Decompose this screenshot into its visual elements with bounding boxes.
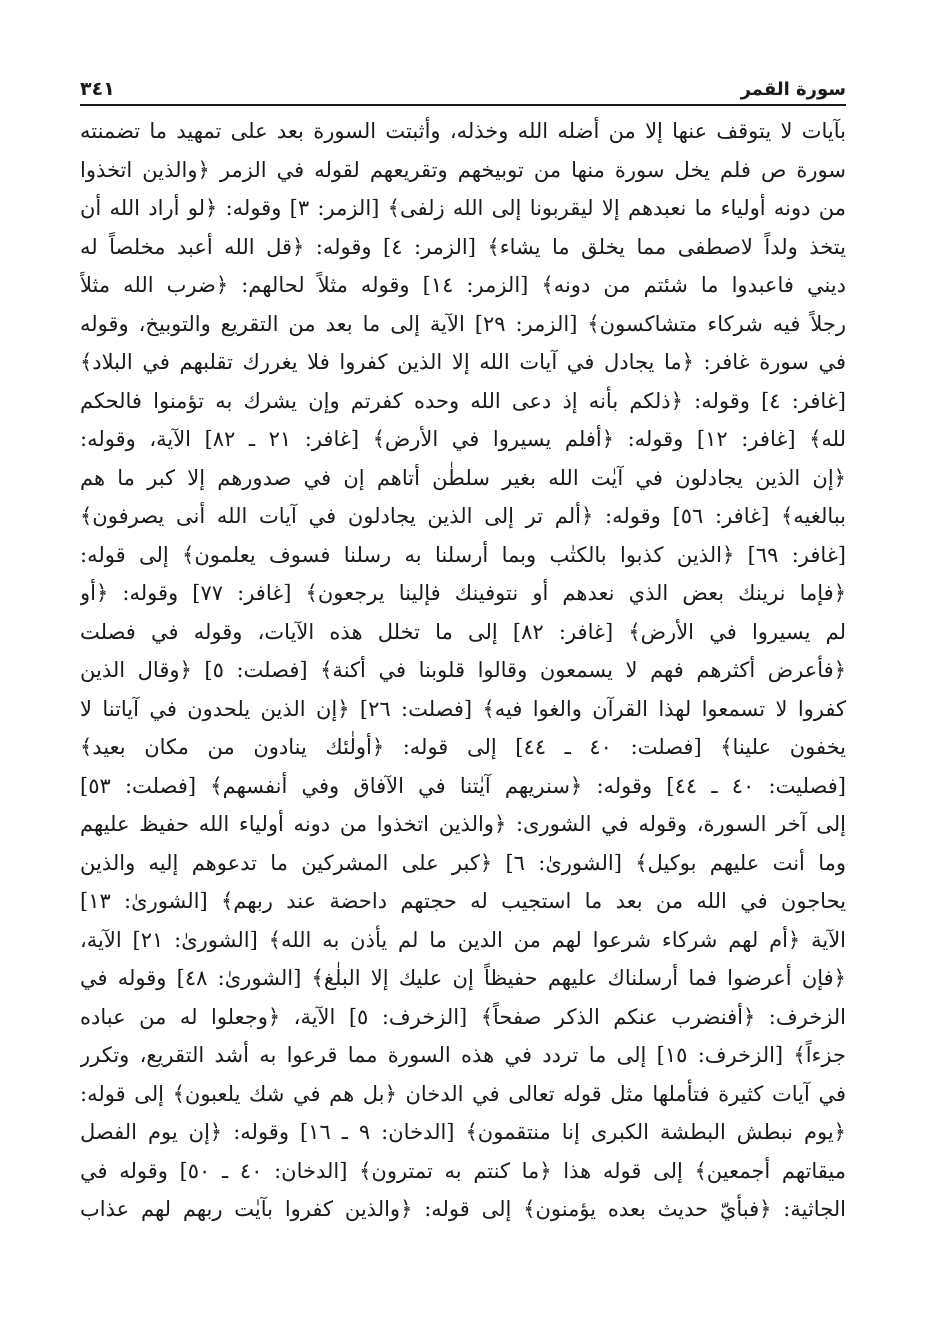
page-number: ٣٤١: [80, 78, 115, 100]
text-line: في سورة غافر: ﴿ما يجادل في آيات الله إلا الذين كفروا فلا يغررك تقلبهم في البلاد﴾: [80, 350, 846, 374]
header-divider: [80, 104, 846, 106]
text-line: الزخرف: ﴿أفنضرب عنكم الذكر صفحاً﴾ [الزخرف: ٥] الآية، ﴿وجعلوا له من عباده: [80, 1004, 846, 1029]
text-line: يحاجون في الله من بعد ما استجيب له حجتهم داحضة عند ربهم﴾ [الشورىٰ: ١٣]: [80, 889, 846, 913]
text-line: الآية ﴿أم لهم شركاء شرعوا لهم من الدين ما لم يأذن به الله﴾ [الشورىٰ: ٢١] الآية،: [80, 927, 846, 952]
text-line: في آيات كثيرة فتأملها مثل قوله تعالى في الدخان ﴿بل هم في شك يلعبون﴾ إلى قوله:: [80, 1081, 846, 1106]
text-line: الجاثية: ﴿فبأيّ حديث بعده يؤمنون﴾ إلى قوله: ﴿والذين كفروا بآيٰت ربهم لهم عذاب: [80, 1197, 846, 1221]
text-line: بآيات لا يتوقف عنها إلا من أضله الله وخذله، وأثبتت السورة بعد على تمهيد ما تضمنته: [80, 119, 846, 143]
text-line: لله﴾ [غافر: ١٢] وقوله: ﴿أفلم يسيروا في الأرض﴾ [غافر: ٢١ ـ ٨٢] الآية، وقوله:: [80, 427, 846, 451]
text-line: إلى آخر السورة، وقوله في الشورى: ﴿والذين اتخذوا من دونه أولياء الله حفيظ عليهم: [80, 812, 846, 836]
text-line: ﴿فإما نرينك بعض الذي نعدهم أو نتوفينك فإلينا يرجعون﴾ [غافر: ٧٧] وقوله: ﴿أو: [80, 581, 846, 605]
text-line: من دونه أولياء ما نعبدهم إلا ليقربونا إلى الله زلفى﴾ [الزمر: ٣] وقوله: ﴿لو أراد الله أن: [80, 196, 846, 220]
text-line: جزءاً﴾ [الزخرف: ١٥] إلى ما تردد في هذه السورة مما قرعوا به أشد التقريع، وتكرر: [80, 1043, 846, 1067]
text-line: وما أنت عليهم بوكيل﴾ [الشورىٰ: ٦] ﴿كبر على المشركين ما تدعوهم إليه والذين: [80, 850, 846, 875]
text-line: [فصليت: ٤٠ ـ ٤٤] وقوله: ﴿سنريهم آيٰتنا في الآفاق وفي أنفسهم﴾ [فصلت: ٥٣]: [80, 773, 846, 798]
text-line: كفروا لا تسمعوا لهذا القرآن والغوا فيه﴾ [فصلت: ٢٦] ﴿إن الذين يلحدون في آياتنا لا: [80, 696, 846, 721]
text-line: يخفون علينا﴾ [فصلت: ٤٠ ـ ٤٤] إلى قوله: ﴿أولٰئك ينادون من مكان بعيد﴾: [80, 735, 846, 759]
text-line: لم يسيروا في الأرض﴾ [غافر: ٨٢] إلى ما تخلل هذه الآيات، وقوله في فصلت: [80, 619, 846, 644]
text-line: ﴿إن الذين يجادلون في آيٰت الله بغير سلطٰن أتاهم إن في صدورهم إلا كبر ما هم: [80, 465, 846, 490]
surah-title: سورة القمر: [740, 79, 846, 100]
text-line: ديني فاعبدوا ما شئتم من دونه﴾ [الزمر: ١٤] وقوله مثلاً لحالهم: ﴿ضرب الله مثلاً: [80, 273, 846, 297]
text-line: رجلاً فيه شركاء متشاكسون﴾ [الزمر: ٢٩] الآية إلى ما بعد من التقريع والتوبيخ، وقوله: [80, 311, 846, 336]
page-header: [80, 68, 846, 100]
text-line: يتخذ ولداً لاصطفى مما يخلق ما يشاء﴾ [الزمر: ٤] وقوله: ﴿قل الله أعبد مخلصاً له: [80, 234, 846, 259]
text-line: ميقاتهم أجمعين﴾ إلى قوله هذا ﴿ما كنتم به تمترون﴾ [الدخان: ٤٠ ـ ٥٠] وقوله في: [80, 1158, 846, 1183]
text-line: ببالغيه﴾ [غافر: ٥٦] وقوله: ﴿ألم تر إلى الذين يجادلون في آيات الله أنى يصرفون﴾: [80, 504, 846, 528]
text-line: ﴿فإن أعرضوا فما أرسلناك عليهم حفيظاً إن عليك إلا البلٰغ﴾ [الشورىٰ: ٤٨] وقوله في: [80, 966, 846, 990]
text-line: سورة ص فلم يخل سورة منها من توبيخهم وتقريعهم لقوله في الزمر ﴿والذين اتخذوا: [80, 157, 846, 182]
text-line: [غافر: ٦٩] ﴿الذين كذبوا بالكتٰب وبما أرسلنا به رسلنا فسوف يعلمون﴾ إلى قوله:: [80, 542, 846, 567]
body-text: [80, 112, 846, 1229]
text-line: [غافر: ٤] وقوله: ﴿ذلكم بأنه إذ دعى الله وحده كفرتم وإن يشرك به تؤمنوا فالحكم: [80, 388, 846, 413]
text-line: ﴿فأعرض أكثرهم فهم لا يسمعون وقالوا قلوبنا في أكنة﴾ [فصلت: ٥] ﴿وقال الذين: [80, 658, 846, 682]
text-line: ﴿يوم نبطش البطشة الكبرى إنا منتقمون﴾ [الدخان: ٩ ـ ١٦] وقوله: ﴿إن يوم الفصل: [80, 1120, 846, 1144]
